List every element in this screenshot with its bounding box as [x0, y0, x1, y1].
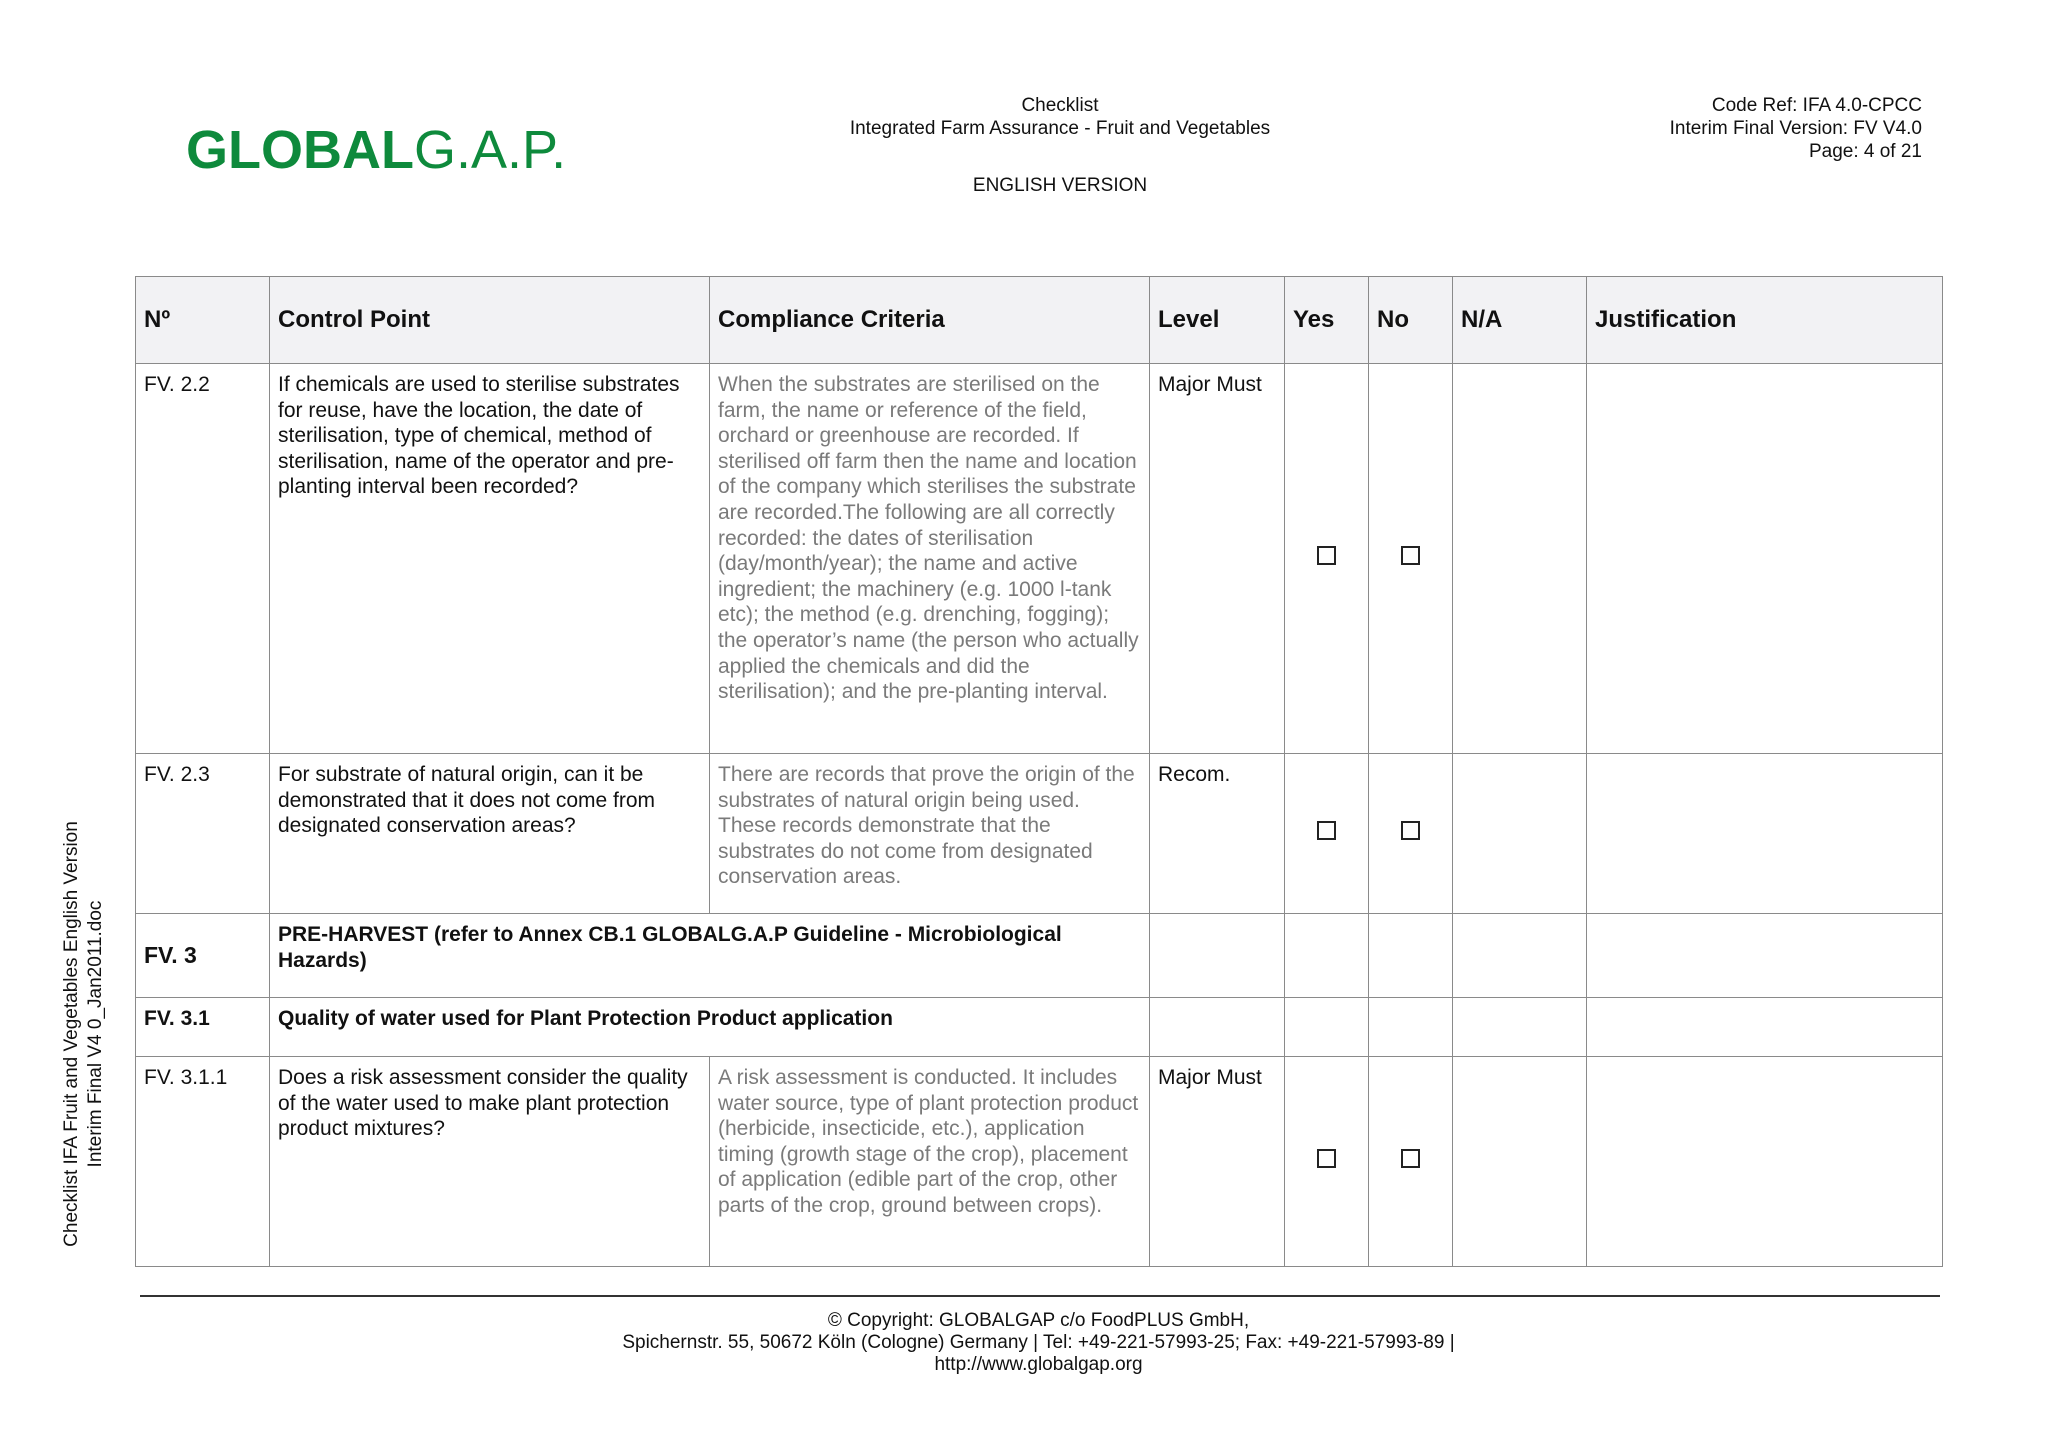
footer-address: Spichernstr. 55, 50672 Köln (Cologne) Germany | Tel: +49-221-57993-25; Fax: +49-221-57993-89 | [622, 1332, 1455, 1353]
row-number: FV. 2.3 [136, 754, 270, 914]
empty-cell [1150, 998, 1285, 1057]
side-label-line2: Interim Final V4 0_Jan2011.doc [85, 900, 106, 1168]
table-row [136, 364, 1943, 754]
justification-cell[interactable] [1587, 1057, 1943, 1267]
empty-cell [1453, 998, 1587, 1057]
no-cell [1369, 364, 1453, 754]
logo-bold-text: GLOBAL [186, 120, 414, 180]
compliance-criteria-text: There are records that prove the origin of the substrates of natural origin being used. These records demonstrate that the substrates do not come from designated conservation areas. [710, 754, 1150, 914]
doc-type: Checklist [1021, 95, 1099, 116]
globalgap-logo [186, 120, 566, 180]
document-title-block [760, 94, 1360, 197]
col-header-no: Nº [136, 277, 270, 364]
footer [135, 1310, 1942, 1376]
row-number: FV. 3.1.1 [136, 1057, 270, 1267]
yes-checkbox[interactable] [1317, 821, 1336, 840]
col-header-yes: Yes [1285, 277, 1369, 364]
subsection-number: FV. 3.1 [136, 998, 270, 1057]
no-checkbox[interactable] [1401, 821, 1420, 840]
subsection-title: Quality of water used for Plant Protection Product application [270, 998, 1150, 1057]
yes-checkbox[interactable] [1317, 546, 1336, 565]
version-label: Interim Final Version: FV V4.0 [1669, 118, 1922, 139]
code-ref: Code Ref: IFA 4.0-CPCC [1711, 95, 1922, 116]
justification-cell[interactable] [1587, 364, 1943, 754]
col-header-compliance-criteria: Compliance Criteria [710, 277, 1150, 364]
col-header-level: Level [1150, 277, 1285, 364]
empty-cell [1285, 914, 1369, 998]
footer-copyright: © Copyright: GLOBALGAP c/o FoodPLUS GmbH, [827, 1310, 1250, 1331]
no-cell [1369, 1057, 1453, 1267]
yes-cell [1285, 1057, 1369, 1267]
section-title: PRE-HARVEST (refer to Annex CB.1 GLOBALG.A.P Guideline - Microbiological Hazards) [270, 914, 1150, 998]
compliance-criteria-text: A risk assessment is conducted. It includes water source, type of plant protection product (herbicide, insecticide, etc.), application timing (growth stage of the crop), placement of application (edible part of the crop, other parts of the crop, ground between crops). [710, 1057, 1150, 1267]
empty-cell [1587, 914, 1943, 998]
logo-light-text: G.A.P. [413, 120, 567, 180]
empty-cell [1453, 914, 1587, 998]
no-cell [1369, 754, 1453, 914]
document-reference-block [1670, 94, 1922, 163]
col-header-justification: Justification [1587, 277, 1943, 364]
doc-subtitle: Integrated Farm Assurance - Fruit and Vegetables [849, 118, 1271, 139]
footer-url[interactable]: http://www.globalgap.org [934, 1354, 1143, 1375]
justification-cell[interactable] [1587, 754, 1943, 914]
side-document-label [60, 804, 108, 1264]
table-header-row [136, 277, 1943, 364]
checklist-table [135, 276, 1943, 1267]
compliance-criteria-text: When the substrates are sterilised on the farm, the name or reference of the field, orchard or greenhouse are recorded. If sterilised off farm then the name and location of the company which sterilises the substrate are recorded.The following are all correctly recorded: the dates of sterilisation (day/month/year); the name and active ingredient; the machinery (e.g. 1000 l-tank etc); the method (e.g. drenching, fogging); the operator’s name (the person who actually applied the chemicals and did the sterilisation); and the pre-planting interval. [710, 364, 1150, 754]
empty-cell [1285, 998, 1369, 1057]
table-row [136, 754, 1943, 914]
empty-cell [1369, 998, 1453, 1057]
na-cell[interactable] [1453, 754, 1587, 914]
col-header-na: N/A [1453, 277, 1587, 364]
section-row [136, 914, 1943, 998]
no-checkbox[interactable] [1401, 546, 1420, 565]
na-cell[interactable] [1453, 1057, 1587, 1267]
control-point-text: Does a risk assessment consider the quality of the water used to make plant protection product mixtures? [270, 1057, 710, 1267]
yes-cell [1285, 364, 1369, 754]
side-label-line1: Checklist IFA Fruit and Vegetables English Version [61, 821, 82, 1247]
empty-cell [1587, 998, 1943, 1057]
control-point-text: If chemicals are used to sterilise substrates for reuse, have the location, the date of sterilisation, type of chemical, method of sterilisation, name of the operator and pre-planting interval been recorded? [270, 364, 710, 754]
yes-checkbox[interactable] [1317, 1149, 1336, 1168]
col-header-control-point: Control Point [270, 277, 710, 364]
level-text: Major Must [1150, 364, 1285, 754]
empty-cell [1369, 914, 1453, 998]
subsection-row [136, 998, 1943, 1057]
control-point-text: For substrate of natural origin, can it be demonstrated that it does not come from designated conservation areas? [270, 754, 710, 914]
row-number: FV. 2.2 [136, 364, 270, 754]
na-cell[interactable] [1453, 364, 1587, 754]
section-number: FV. 3 [136, 914, 270, 998]
yes-cell [1285, 754, 1369, 914]
level-text: Recom. [1150, 754, 1285, 914]
footer-divider [140, 1295, 1940, 1297]
level-text: Major Must [1150, 1057, 1285, 1267]
table-row [136, 1057, 1943, 1267]
page-number: Page: 4 of 21 [1808, 141, 1922, 162]
language-version: ENGLISH VERSION [972, 175, 1148, 196]
empty-cell [1150, 914, 1285, 998]
col-header-no-answer: No [1369, 277, 1453, 364]
no-checkbox[interactable] [1401, 1149, 1420, 1168]
